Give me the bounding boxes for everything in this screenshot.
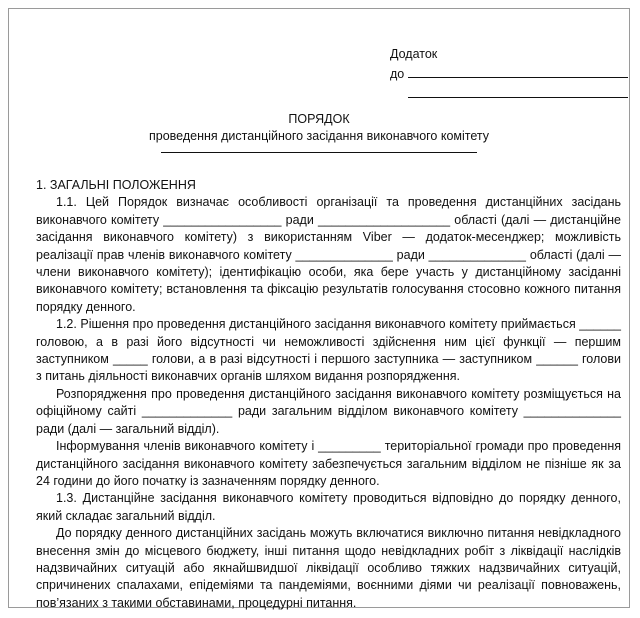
paragraph-agenda-items: До порядку денного дистанційних засідань можуть включатися виключно питання невідкладного внесення змін до місцевого бюджету, інші питання щодо невідкладних робіт з ліквідації наслідків надзвичайних ситуацій або якнайшвидшої ліквідації особливо тяжких надзвичайних ситуацій, спричинених спалахами, епідеміями та пандеміями, воєнними діями чи реалізації повноважень, пов’язаних з такими обставинами, процедурні питання. <box>36 526 621 610</box>
document-title <box>9 111 629 153</box>
appendix-blank-line-1 <box>408 64 628 78</box>
title-line-1: ПОРЯДОК <box>288 112 350 126</box>
title-underline <box>161 146 477 153</box>
appendix-block <box>390 45 628 104</box>
section-heading: 1. ЗАГАЛЬНІ ПОЛОЖЕННЯ <box>36 178 196 192</box>
title-line-2: проведення дистанційного засідання виконавчого комітету <box>148 129 490 143</box>
paragraph-1-1: 1.1. Цей Порядок визначає особливості організації та проведення дистанційних засідань виконавчого комітету _________________ ради ___________________ області (далі — дистанційне засідання виконавчого комітету) з використанням Viber — додаток-месенджер; можливість реалізації прав членів виконавчого комітету ______________ ради ______________ області (далі — члени виконавчого комітету); ідентифікацію особи, яка бере участь у дистанційному засіданні виконавчого комітету; встановлення та фіксацію результатів голосування стосовно кожного питання порядку денного. <box>36 195 621 314</box>
appendix-blank-row <box>390 84 628 104</box>
paragraph-1-2: 1.2. Рішення про проведення дистанційного засідання виконавчого комітету приймається ______ головою, а в разі його відсутності чи неможливості здійснення ним цієї функції — першим заступником _____ голови, а в разі відсутності і першого заступника — заступником ______ голови з питань діяльності виконавчих органів шляхом видання розпорядження. <box>36 317 621 384</box>
paragraph-order-publication: Розпорядження про проведення дистанційного засідання виконавчого комітету розміщується на офіційному сайті _____________ ради загальним відділом виконавчого комітету ______________ ради (далі — загальний відділ). <box>36 386 621 436</box>
document-page <box>8 8 630 608</box>
paragraph-informing-members: Інформування членів виконавчого комітету і _________ територіальної громади про проведення дистанційного засідання виконавчого комітету забезпечується загальним відділом не пізніше як за 24 години до його початку із зазначенням порядку денного. <box>36 439 621 488</box>
appendix-label: Додаток <box>390 47 438 61</box>
appendix-blank-line-2 <box>408 84 628 98</box>
appendix-to-line <box>390 64 628 84</box>
appendix-to-label: до <box>390 67 405 81</box>
document-body <box>36 177 621 612</box>
paragraph-1-3: 1.3. Дистанційне засідання виконавчого комітету проводиться відповідно до порядку денного, який складає загальний відділ. <box>36 491 621 523</box>
